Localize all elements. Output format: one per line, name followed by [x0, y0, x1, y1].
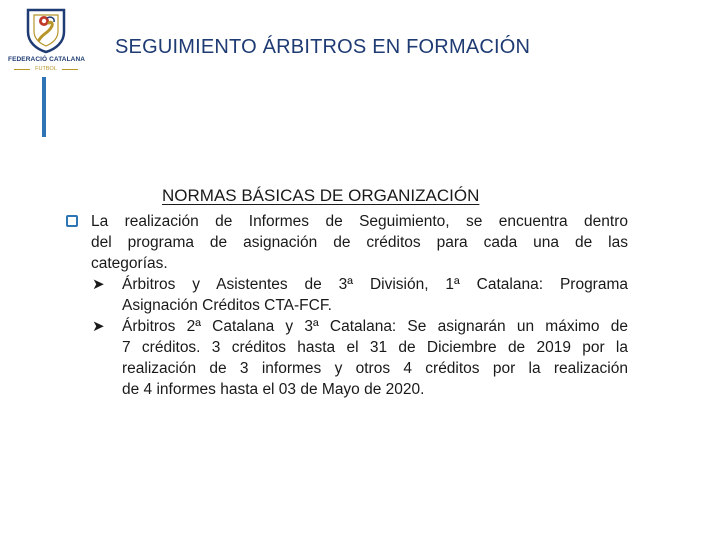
logo-divider-right	[62, 69, 78, 70]
logo-org-sub: FUTBOL	[35, 66, 57, 72]
accent-bar	[42, 77, 46, 137]
sub-bullet-line: de 4 informes hasta el 03 de Mayo de 2020.	[122, 381, 425, 398]
sub-bullet-line: Árbitros 2ª Catalana y 3ª Catalana: Se asignarán un máximo de	[122, 318, 628, 335]
sub-bullet-line: realización de 3 informes y otros 4 créditos por la realización	[122, 360, 628, 377]
sub-bullet-item	[92, 316, 628, 400]
sub-bullet-item	[92, 274, 628, 316]
main-bullet-line: La realización de Informes de Seguimiento, se encuentra dentro	[91, 213, 628, 230]
arrow-bullet-icon: ➤	[92, 318, 105, 335]
section-subtitle: NORMAS BÁSICAS DE ORGANIZACIÓN	[162, 186, 480, 205]
sub-bullet-line: 7 créditos. 3 créditos hasta el 31 de Diciembre de 2019 por la	[122, 339, 628, 356]
arrow-bullet-icon: ➤	[92, 276, 105, 293]
logo-org-name: FEDERACIÓ CATALANA	[8, 56, 86, 63]
page-title: SEGUIMIENTO ÁRBITROS EN FORMACIÓN	[115, 36, 531, 58]
body-content	[66, 211, 628, 400]
square-bullet-icon	[66, 215, 78, 227]
main-bullet-line: categorías.	[91, 255, 168, 272]
sub-bullet-line: Asignación Créditos CTA-FCF.	[122, 297, 332, 314]
main-bullet-line: del programa de asignación de créditos para cada una de las	[91, 234, 628, 251]
sub-bullet-line: Árbitros y Asistentes de 3ª División, 1ª Catalana: Programa	[122, 276, 628, 293]
federation-logo	[8, 6, 84, 76]
main-bullet-item	[66, 211, 628, 274]
shield-icon	[22, 6, 70, 54]
